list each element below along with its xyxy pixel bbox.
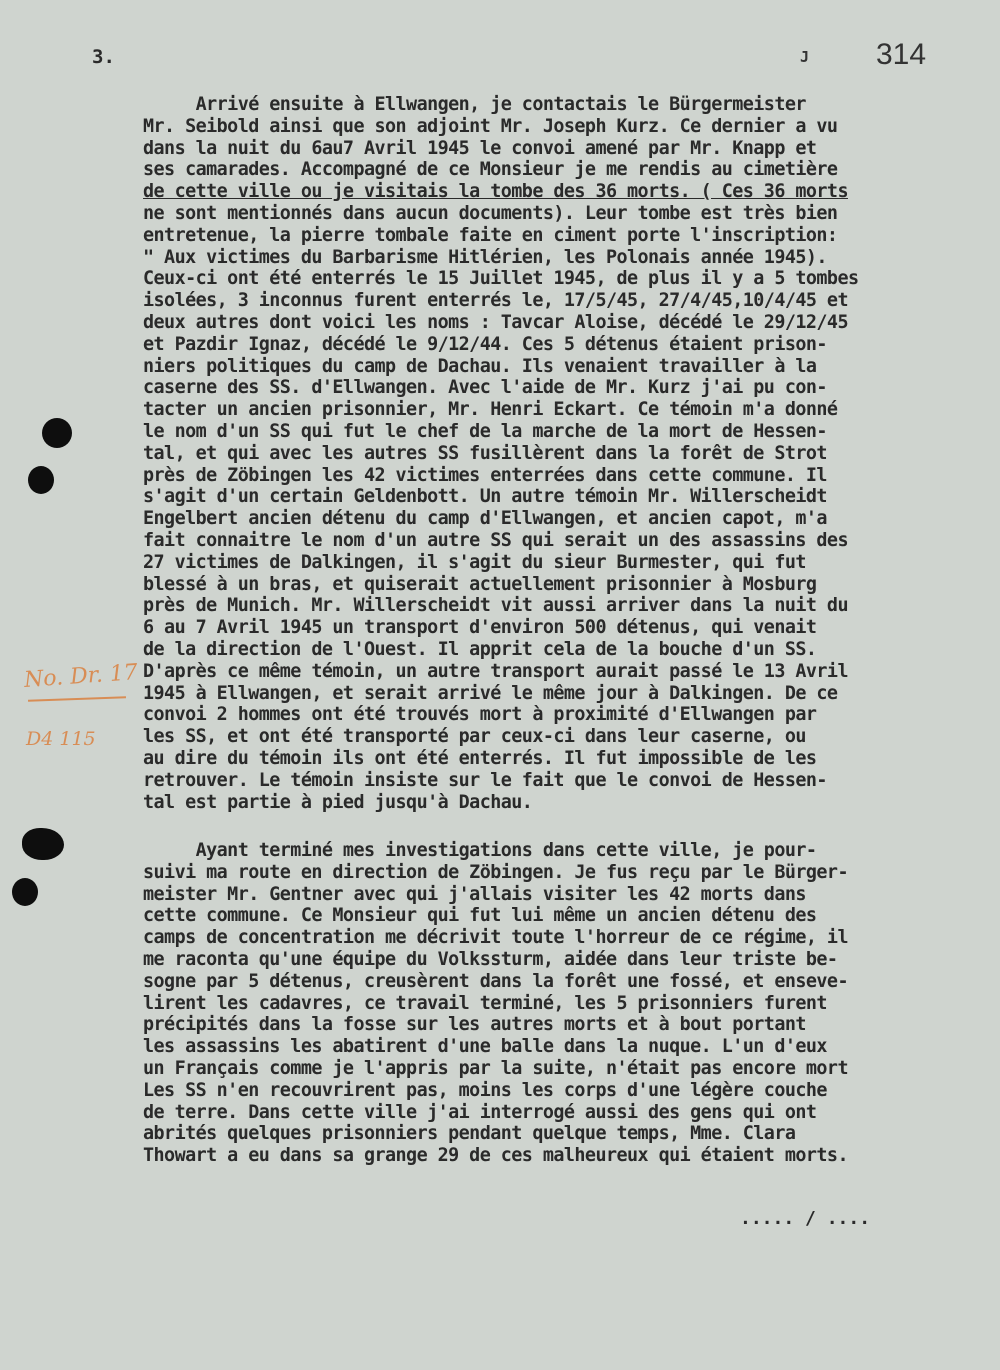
text-line: suivi ma route en direction de Zöbingen. Je fus reçu par le Bürger- xyxy=(143,861,848,883)
punch-hole xyxy=(12,878,38,906)
punch-hole xyxy=(22,828,64,860)
text-line: isolées, 3 inconnus furent enterrés le, 17/5/45, 27/4/45,10/4/45 et xyxy=(143,290,848,312)
text-line: retrouver. Le témoin insiste sur le fait que le convoi de Hessen- xyxy=(143,769,827,791)
text-line: 27 victimes de Dalkingen, il s'agit du sieur Burmester, qui fut xyxy=(143,551,806,573)
margin-underline xyxy=(28,696,126,701)
margin-note: D4 115 xyxy=(26,728,96,750)
text-line: " Aux victimes du Barbarisme Hitlérien, les Polonais année 1945). xyxy=(143,246,827,268)
text-line: ses camarades. Accompagné de ce Monsieur je me rendis au cimetière xyxy=(143,159,838,181)
text-line: Arrivé ensuite à Ellwangen, je contactais le Bürgermeister xyxy=(143,94,806,115)
text-line: 6 au 7 Avril 1945 un transport d'environ 500 détenus, qui venait xyxy=(143,617,817,639)
text-line: un Français comme je l'appris par la suite, n'était pas encore mort xyxy=(143,1057,848,1079)
archive-number: 314 xyxy=(876,38,927,71)
text-line: deux autres dont voici les noms : Tavcar Aloise, décédé le 29/12/45 xyxy=(143,311,848,333)
text-line: et Pazdir Ignaz, décédé le 9/12/44. Ces 5 détenus étaient prison- xyxy=(143,333,827,355)
text-line: de terre. Dans cette ville j'ai interrogé aussi des gens qui ont xyxy=(143,1101,817,1123)
text-line: entretenue, la pierre tombale faite en ciment porte l'inscription: xyxy=(143,224,838,246)
text-line: D'après ce même témoin, un autre transport aurait passé le 13 Avril xyxy=(143,660,848,682)
text-line: Ceux-ci ont été enterrés le 15 Juillet 1945, de plus il y a 5 tombes xyxy=(143,268,859,290)
text-line: s'agit d'un certain Geldenbott. Un autre témoin Mr. Willerscheidt xyxy=(143,486,827,508)
text-line: le nom d'un SS qui fut le chef de la marche de la mort de Hessen- xyxy=(143,420,827,442)
text-line: de la direction de l'Ouest. Il apprit cela de la bouche d'un SS. xyxy=(143,638,817,660)
text-line: Engelbert ancien détenu du camp d'Ellwangen, et ancien capot, m'a xyxy=(143,508,827,530)
text-line: Les SS n'en recouvrirent pas, moins les corps d'une légère couche xyxy=(143,1079,827,1101)
text-line: les assassins les abatirent d'une balle dans la nuque. L'un d'eux xyxy=(143,1036,827,1058)
text-line: meister Mr. Gentner avec qui j'allais visiter les 42 morts dans xyxy=(143,883,806,905)
text-line: Thowart a eu dans sa grange 29 de ces malheureux qui étaient morts. xyxy=(143,1145,848,1167)
text-line: 1945 à Ellwangen, et serait arrivé le même jour à Dalkingen. De ce xyxy=(143,682,838,704)
page-number: 3. xyxy=(92,46,115,68)
text-line: dans la nuit du 6au7 Avril 1945 le convoi amené par Mr. Knapp et xyxy=(143,137,817,159)
text-line: blessé à un bras, et quiserait actuellement prisonnier à Mosburg xyxy=(143,573,817,595)
punch-hole xyxy=(28,466,54,494)
text-line: Ayant terminé mes investigations dans cette ville, je pour- xyxy=(143,840,817,861)
text-line: cette commune. Ce Monsieur qui fut lui même un ancien détenu des xyxy=(143,905,817,927)
paragraph-ellwangen xyxy=(143,94,999,813)
text-line: Mr. Seibold ainsi que son adjoint Mr. Joseph Kurz. Ce dernier a vu xyxy=(143,115,838,137)
text-line: sogne par 5 détenus, creusèrent dans la forêt une fossé, et enseve- xyxy=(143,970,848,992)
paragraph-zobingen xyxy=(143,840,999,1167)
text-line: abrités quelques prisonniers pendant quelque temps, Mme. Clara xyxy=(143,1123,796,1145)
text-line: fait connaitre le nom d'un autre SS qui serait un des assassins des xyxy=(143,529,848,551)
margin-note: No. Dr. 17 xyxy=(23,660,139,693)
text-line: près de Zöbingen les 42 victimes enterrées dans cette commune. Il xyxy=(143,464,827,486)
text-line: les SS, et ont été transporté par ceux-ci dans leur caserne, ou xyxy=(143,726,806,748)
text-line: me raconta qu'une équipe du Volkssturm, aidée dans leur triste be- xyxy=(143,948,838,970)
text-line: caserne des SS. d'Ellwangen. Avec l'aide de Mr. Kurz j'ai pu con- xyxy=(143,377,827,399)
text-line: au dire du témoin ils ont été enterrés. Il fut impossible de les xyxy=(143,747,817,769)
text-line: convoi 2 hommes ont été trouvés mort à proximité d'Ellwangen par xyxy=(143,704,817,726)
punch-hole xyxy=(42,418,72,448)
text-line: niers politiques du camp de Dachau. Ils venaient travailler à la xyxy=(143,355,817,377)
text-line: près de Munich. Mr. Willerscheidt vit aussi arriver dans la nuit du xyxy=(143,595,848,617)
continuation-mark: ..... / .... xyxy=(740,1208,871,1229)
text-line: tal est partie à pied jusqu'à Dachau. xyxy=(143,791,533,813)
text-line: camps de concentration me décrivit toute l'horreur de ce régime, il xyxy=(143,927,848,949)
text-line: ne sont mentionnés dans aucun documents). Leur tombe est très bien xyxy=(143,202,838,224)
text-line: de cette ville ou je visitais la tombe des 36 morts. ( Ces 36 morts xyxy=(143,181,848,203)
text-line: tacter un ancien prisonnier, Mr. Henri Eckart. Ce témoin m'a donné xyxy=(143,399,838,421)
text-line: lirent les cadavres, ce travail terminé, les 5 prisonniers furent xyxy=(143,992,827,1014)
text-line: tal, et qui avec les autres SS fusillèrent dans la forêt de Strot xyxy=(143,442,827,464)
archive-mark: J xyxy=(800,48,810,66)
text-line: précipités dans la fosse sur les autres morts et à bout portant xyxy=(143,1014,806,1036)
